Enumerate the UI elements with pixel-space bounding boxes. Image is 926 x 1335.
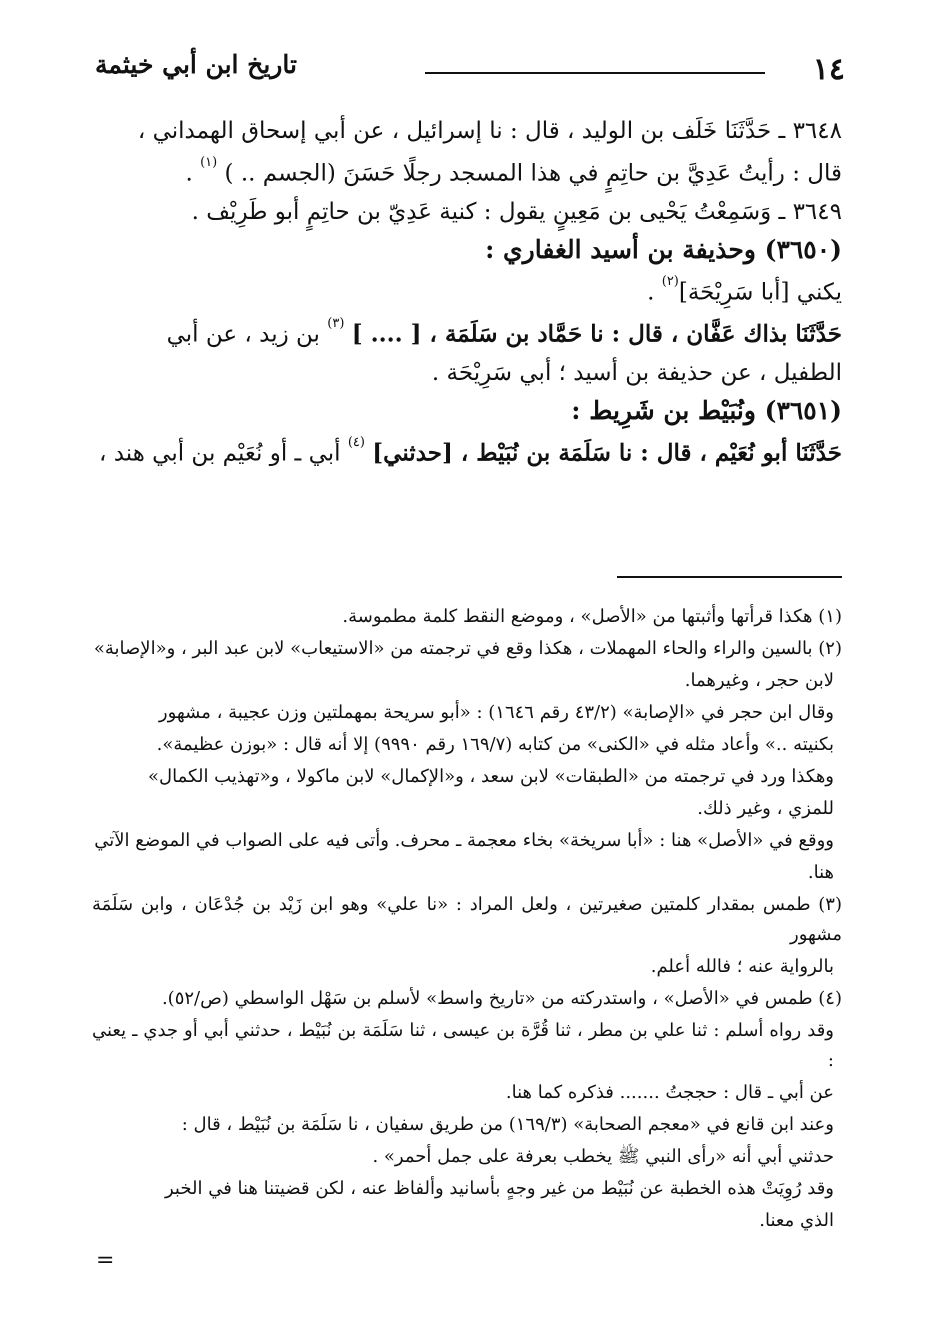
footnote-4-line-2: وقد رواه أسلم : ثنا علي بن مطر ، ثنا قُرَّة بن عيسى ، ثنا سَلَمَة بن نُبَيْط ، حدثني أبي أو جدي ـ يعني : (92, 1020, 834, 1071)
footnote-2-line-8: هنا. (807, 862, 834, 883)
footnote-ref-1: (١) (200, 155, 218, 170)
footnote-ref-4: (٤) (347, 434, 365, 450)
entry-3648-line-2: قال : رأيتُ عَدِيَّ بن حاتِمٍ في هذا المسجد رجلًا حَسَنَ (الجسم .. ) $^{(١)}$ . (185, 155, 842, 187)
footnote-2-line-6: للمزي ، وغير ذلك. (697, 798, 834, 819)
footnote-1: (١) هكذا قرأتها وأثبتها من «الأصل» ، وموضع النقط كلمة مطموسة. (342, 606, 842, 627)
isnad-3651-line-1: حَدَّثَنَا أبو نُعَيْم ، قال : نا سَلَمَة بن نُبَيْط ، [حدثني] $^{(٤)}$ أبي ـ أو نُعَيْم بن أبي هند ، (98, 434, 842, 467)
footnote-3-line-1: (٣) طمس بمقدار كلمتين صغيرتين ، ولعل المراد : «نا علي» وهو ابن زَيْد بن جُدْعَان ، وابن سَلَمَة مشهور (92, 894, 842, 945)
footnote-2-line-1: (٢) بالسين والراء والحاء المهملات ، هكذا وقع في ترجمته من «الاستيعاب» لابن عبد البر ، و«الإصابة» (93, 638, 842, 659)
heading-3651: (٣٦٥١) ونُبَيْط بن شَرِيط : (571, 395, 842, 425)
footnote-2-line-2: لابن حجر ، وغيرهما. (684, 670, 834, 691)
footnote-2-line-7: ووقع في «الأصل» هنا : «أبا سريخة» بخاء معجمة ـ محرف. وأتى فيه على الصواب في الموضع الآتي (94, 830, 834, 851)
footnote-4-line-4: وعند ابن قانع في «معجم الصحابة» (١٦٩/٣) من طريق سفيان ، نا سَلَمَة بن نُبَيْط ، قال : (181, 1114, 834, 1135)
footnotes (92, 602, 842, 1238)
footnote-2-line-4: بكنيته ..» وأعاد مثله في «الكنى» من كتابه (١٦٩/٧ رقم ٩٩٩٠) إلا أنه قال : «بوزن عظيمة». (156, 734, 834, 755)
kunya-3650: يكني [أبا سَرِيْحَة]$^{(٢)}$ . (647, 273, 842, 306)
footnote-3-line-2: بالرواية عنه ؛ فالله أعلم. (650, 956, 834, 977)
footnote-ref-3: (٣) (327, 316, 345, 332)
isnad-3650-line-1: حَدَّثَنَا بذاك عَفَّان ، قال : نا حَمَّاد بن سَلَمَة ، [ .... ] $^{(٣)}$ بن زيد ، عن أبي (166, 316, 842, 348)
page-header (95, 50, 845, 98)
footnote-4-line-3: عن أبي ـ قال : حججتُ ....... فذكره كما هنا. (505, 1082, 834, 1103)
entry-3649: ٣٦٤٩ ـ وَسَمِعْتُ يَحْيى بن مَعِينٍ يقول : كنية عَدِيّ بن حاتِمٍ أبو طَرِيْف . (191, 198, 842, 225)
heading-3650: (٣٦٥٠) وحذيفة بن أسيد الغفاري : (485, 234, 842, 264)
running-title: تاريخ ابن أبي خيثمة (95, 50, 297, 79)
footnote-4-line-6: وقد رُوِيَتْ هذه الخطبة عن نُبَيْط من غير وجهٍ بأسانيد وألفاظ عنه ، لكن قضيتنا هنا في الخبر (165, 1178, 834, 1199)
page-number: ١٤ (812, 52, 845, 87)
footnote-4-line-5: حدثني أبي أنه «رأى النبي ﷺ يخطب بعرفة على جمل أحمر» . (372, 1146, 834, 1167)
footnote-2-line-3: وقال ابن حجر في «الإصابة» (٤٣/٢ رقم ١٦٤٦) : «أبو سريحة بمهملتين وزن عجيبة ، مشهور (158, 702, 834, 723)
footnote-ref-2: (٢) (661, 273, 679, 289)
continuation-mark: = (96, 1248, 115, 1273)
main-text (92, 112, 842, 473)
footnote-4-line-7: الذي معنا. (759, 1210, 834, 1231)
footnote-separator (617, 576, 842, 578)
entry-3648-line-1: ٣٦٤٨ ـ حَدَّثَنَا خَلَف بن الوليد ، قال : نا إسرائيل ، عن أبي إسحاق الهمداني ، (137, 118, 842, 144)
isnad-3650-line-2: الطفيل ، عن حذيفة بن أسيد ؛ أبي سَرِيْحَة . (431, 359, 842, 386)
header-rule (425, 72, 765, 74)
footnote-2-line-5: وهكذا ورد في ترجمته من «الطبقات» لابن سعد ، و«الإكمال» لابن ماكولا ، و«تهذيب الكمال» (148, 766, 834, 787)
footnote-4-line-1: (٤) طمس في «الأصل» ، واستدركته من «تاريخ واسط» لأسلم بن سَهْل الواسطي (ص/٥٢). (161, 988, 842, 1009)
